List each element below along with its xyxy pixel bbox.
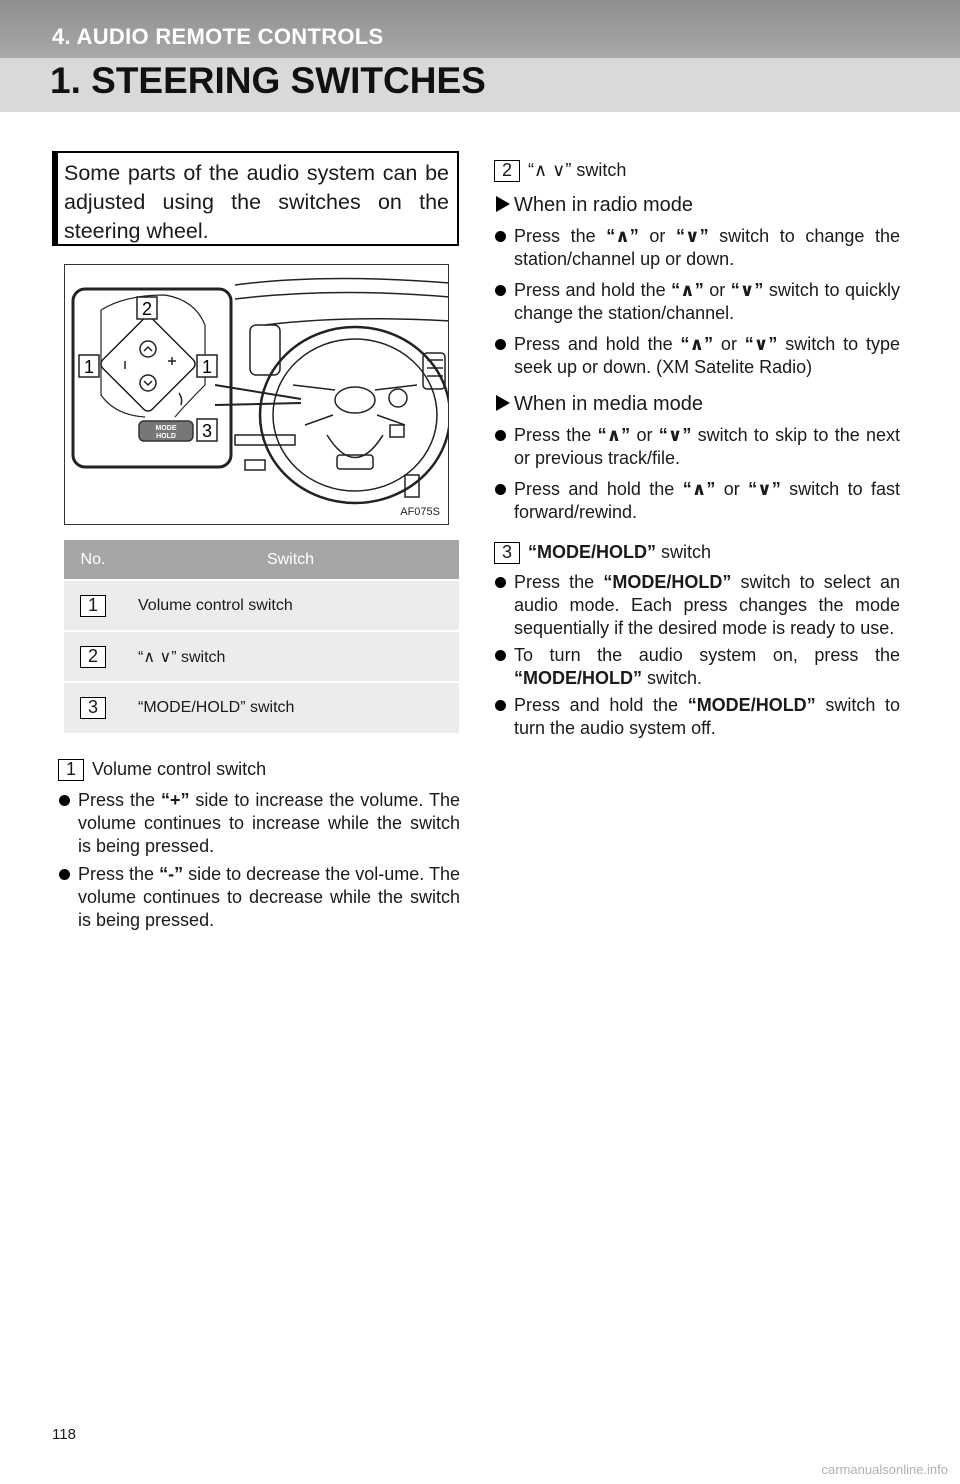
list-item: Press the “MODE/HOLD” switch to select an audio mode. Each press changes the mode sequentially if the desired mode is ready to use. xyxy=(494,571,900,640)
page-number: 118 xyxy=(52,1426,76,1443)
callout-3: 3 xyxy=(201,421,213,441)
table-header-switch: Switch xyxy=(122,540,459,580)
intro-box: Some parts of the audio system can be adjusted using the switches on the steering wheel. xyxy=(52,151,459,246)
watermark: carmanualsonline.info xyxy=(821,1462,948,1477)
callout-1-left: 1 xyxy=(83,357,95,377)
list-item: Press and hold the “MODE/HOLD” switch to turn the audio system off. xyxy=(494,694,900,740)
arrow-switch-heading xyxy=(494,159,900,182)
arrow-switch-title: “∧ ∨” switch xyxy=(528,160,627,180)
number-box: 2 xyxy=(494,160,520,182)
list-item: Press the “+” side to increase the volume. The volume continues to increase while the switch is being pressed. xyxy=(58,789,460,858)
number-box: 3 xyxy=(494,542,520,564)
list-item: Press and hold the “∧” or “∨” switch to type seek up or down. (XM Satelite Radio) xyxy=(494,333,900,379)
switch-name: Volume control switch xyxy=(122,580,459,631)
table-header-no: No. xyxy=(64,540,122,580)
steering-wheel-drawing xyxy=(65,265,449,525)
switch-table xyxy=(64,540,459,733)
volume-switch-title: Volume control switch xyxy=(92,759,267,779)
hold-button-label: HOLD xyxy=(156,433,176,440)
table-row xyxy=(64,631,459,682)
list-item: To turn the audio system on, press the “MODE/HOLD” switch. xyxy=(494,644,900,690)
table-row xyxy=(64,580,459,631)
list-item: Press and hold the “∧” or “∨” switch to fast forward/rewind. xyxy=(494,478,900,524)
triangle-right-icon xyxy=(496,196,510,212)
page-header xyxy=(0,0,960,112)
page-title: 1. STEERING SWITCHES xyxy=(50,60,486,101)
volume-switch-section xyxy=(58,758,460,932)
list-item: Press the “-” side to decrease the vol-ume. The volume continues to decrease while the switch is being pressed. xyxy=(58,863,460,932)
radio-mode-heading: When in radio mode xyxy=(494,194,900,217)
section-banner xyxy=(0,0,960,58)
triangle-right-icon xyxy=(496,395,510,411)
number-box: 3 xyxy=(80,697,106,719)
number-box: 2 xyxy=(80,646,106,668)
volume-switch-heading xyxy=(58,758,460,781)
list-item: Press and hold the “∧” or “∨” switch to quickly change the station/channel. xyxy=(494,279,900,325)
list-item: Press the “∧” or “∨” switch to change the station/channel up or down. xyxy=(494,225,900,271)
switch-name: “MODE/HOLD” switch xyxy=(122,682,459,733)
number-box: 1 xyxy=(80,595,106,617)
mode-hold-section xyxy=(494,541,900,740)
mode-hold-heading: 3 “MODE/HOLD” switch xyxy=(494,541,900,564)
table-row xyxy=(64,682,459,733)
steering-switch-illustration xyxy=(64,264,449,525)
arrow-switch-section xyxy=(494,159,900,524)
switch-name: “∧ ∨” switch xyxy=(122,631,459,682)
callout-2: 2 xyxy=(141,299,153,319)
list-item: Press the “∧” or “∨” switch to skip to the next or previous track/file. xyxy=(494,424,900,470)
media-mode-heading: When in media mode xyxy=(494,393,900,416)
callout-1-right: 1 xyxy=(201,357,213,377)
mode-button-label: MODE xyxy=(155,425,177,432)
section-title: 4. AUDIO REMOTE CONTROLS xyxy=(52,24,384,49)
number-box: 1 xyxy=(58,759,84,781)
figure-id: AF075S xyxy=(400,506,440,518)
